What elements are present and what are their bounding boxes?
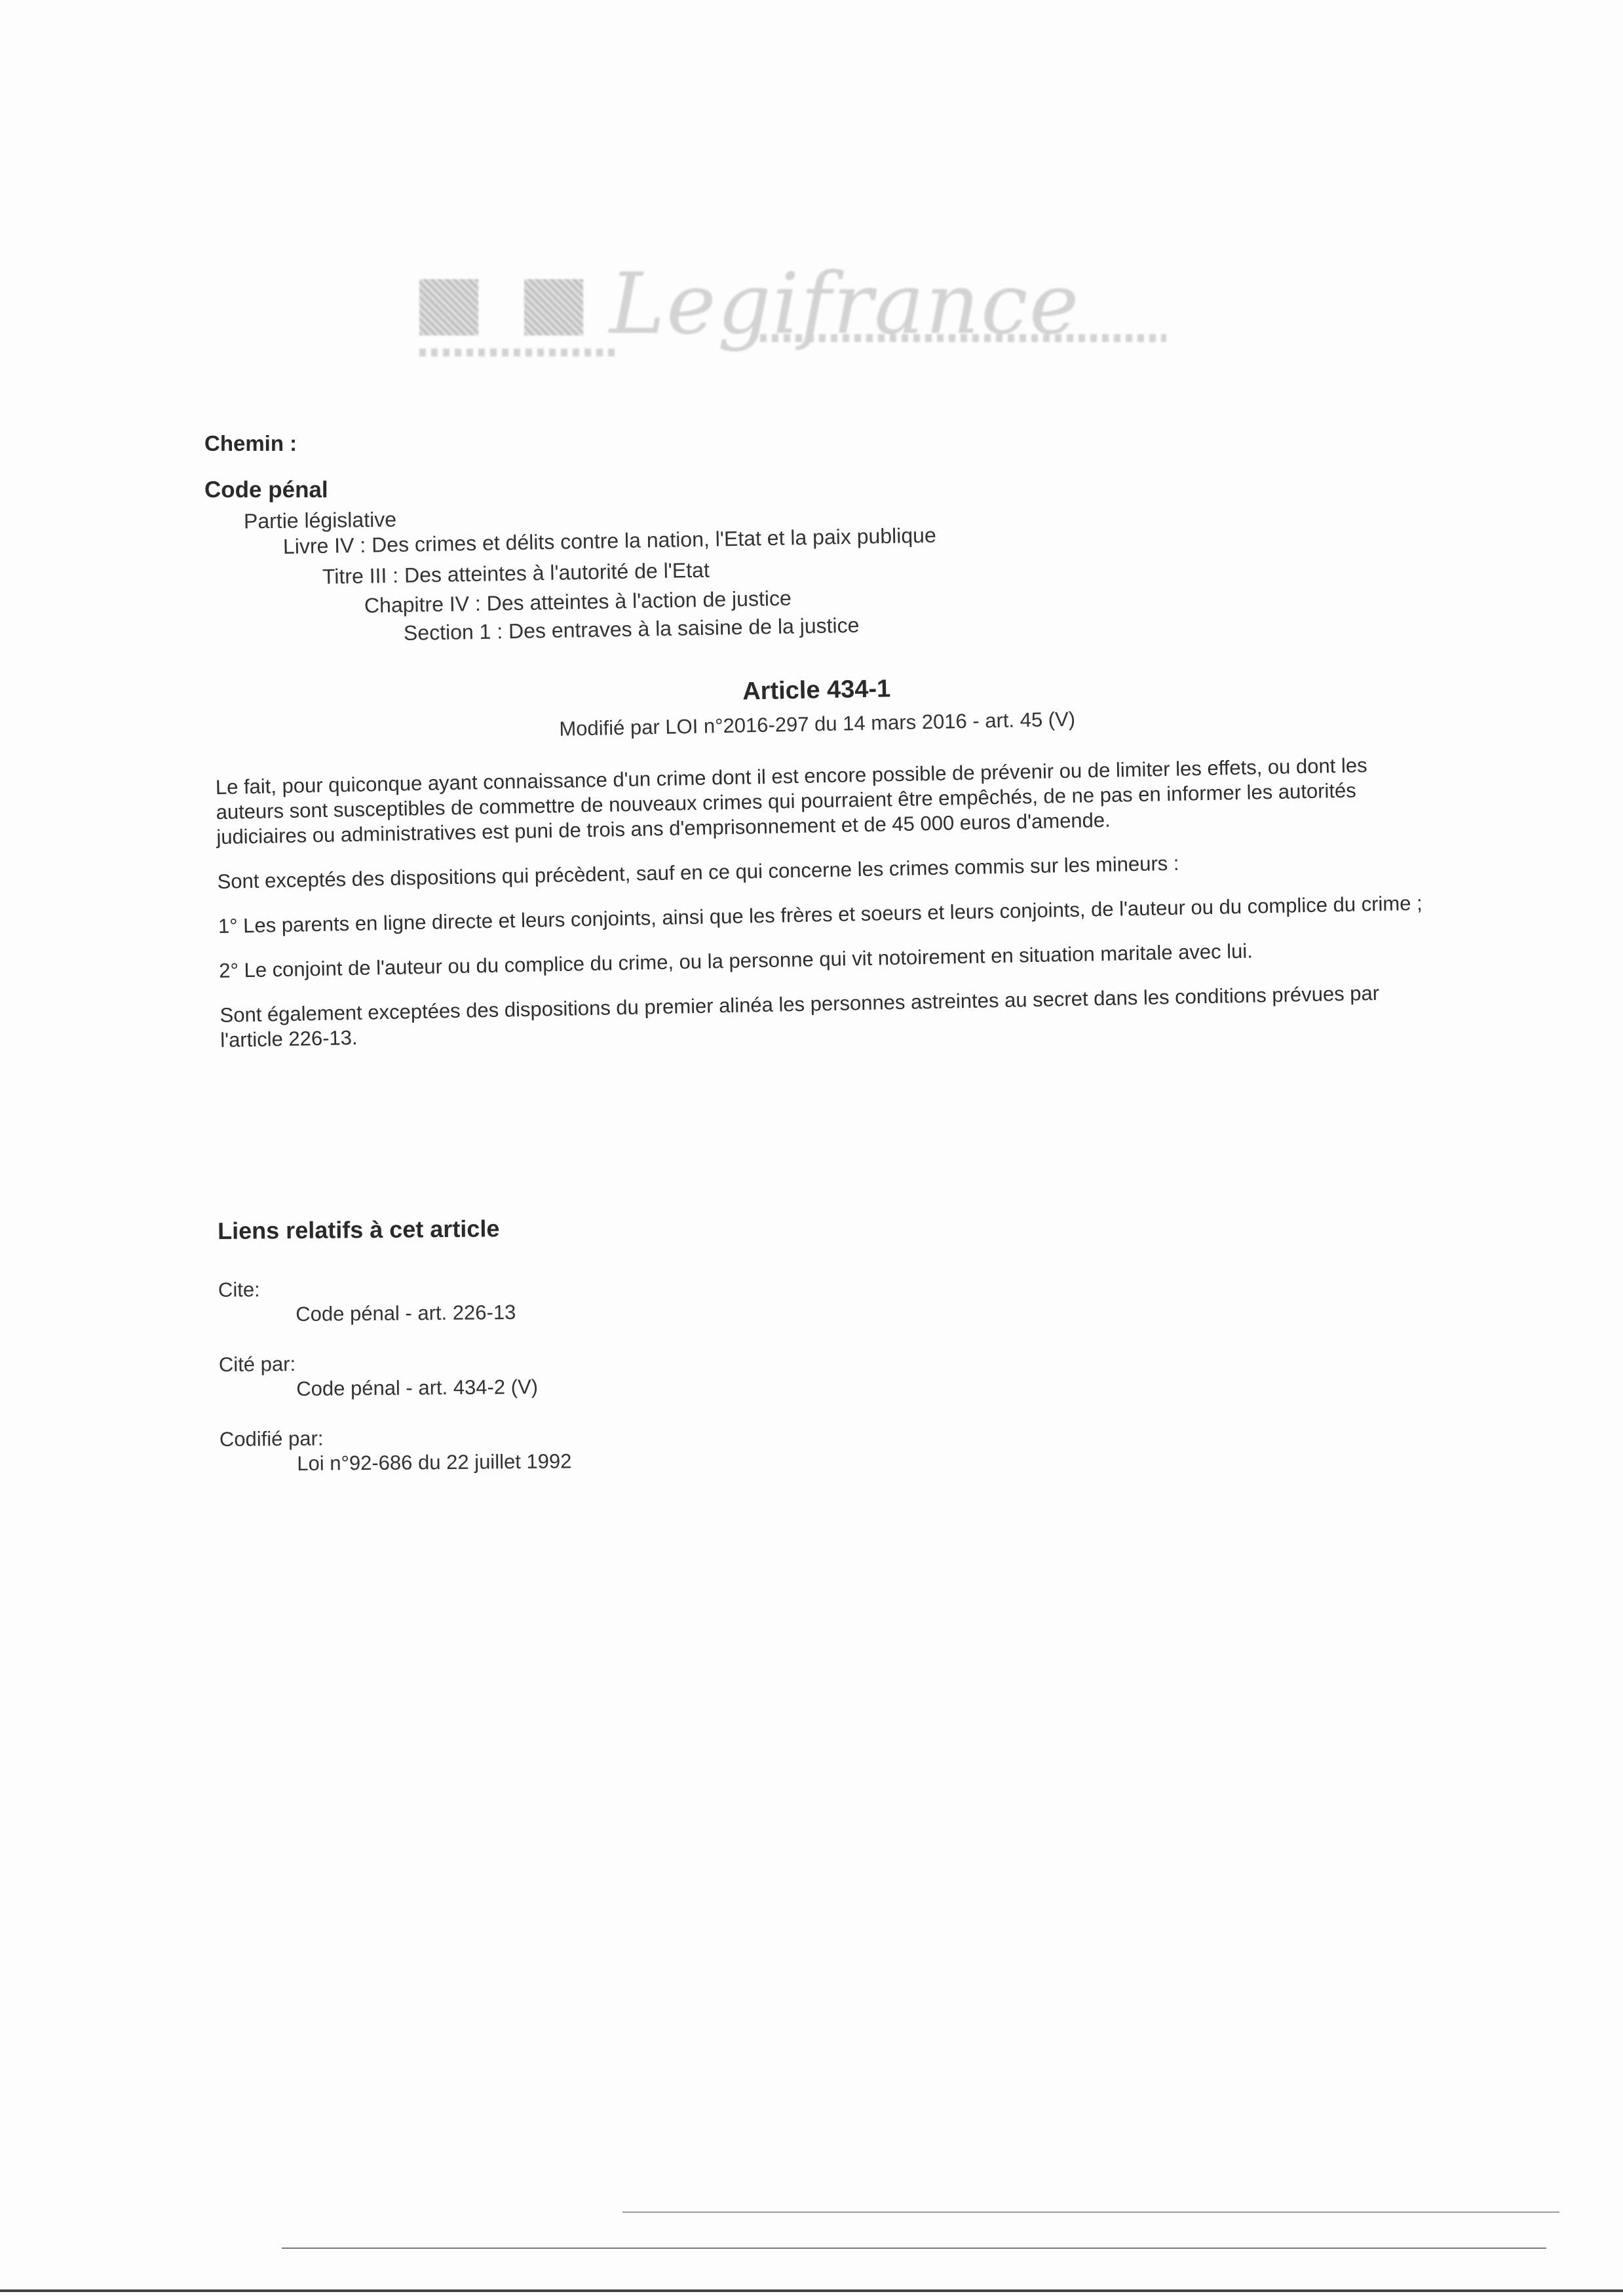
breadcrumb-titre[interactable]: Titre III : Des atteintes à l'autorité de l'Etat bbox=[322, 558, 710, 588]
breadcrumb-label: Chemin : bbox=[204, 431, 297, 455]
emblem-icon bbox=[419, 279, 478, 335]
link-group-codifie-par bbox=[220, 1419, 1203, 1477]
page-edge bbox=[0, 2289, 1623, 2292]
logo-wordmark: Legifrance bbox=[609, 256, 1080, 353]
article-paragraph: Sont également exceptées des dispositions du premier alinéa les personnes astreintes au secret dans les conditions prévues par l'article 226-13. bbox=[220, 981, 1380, 1052]
article-paragraph: 1° Les parents en ligne directe et leurs conjoints, ainsi que les frères et soeurs et leurs conjoints, de l'auteur ou du complice du crime ; bbox=[218, 891, 1423, 938]
footer-rule bbox=[622, 2211, 1559, 2213]
link-group-cite bbox=[218, 1269, 1202, 1328]
article-body bbox=[214, 665, 1426, 1073]
logo-tagline-left bbox=[419, 349, 616, 356]
link-label: Codifié par: bbox=[219, 1426, 324, 1451]
link-cite-article[interactable]: Code pénal - art. 226-13 bbox=[296, 1301, 516, 1326]
code-title: Code pénal bbox=[204, 477, 328, 503]
related-links-heading: Liens relatifs à cet article bbox=[218, 1215, 500, 1244]
article-title: Article 434-1 bbox=[742, 675, 891, 706]
footer-rule bbox=[282, 2248, 1546, 2249]
link-label: Cité par: bbox=[218, 1352, 296, 1376]
article-modified-link[interactable]: Modifié par LOI n°2016-297 du 14 mars 2016 - art. 45 (V) bbox=[559, 707, 1076, 740]
breadcrumb-section[interactable]: Section 1 : Des entraves à la saisine de la justice bbox=[403, 613, 860, 645]
breadcrumb-partie[interactable]: Partie législative bbox=[243, 507, 397, 533]
emblem-icon bbox=[524, 279, 583, 335]
breadcrumb-chapitre[interactable]: Chapitre IV : Des atteintes à l'action de justice bbox=[364, 586, 792, 617]
breadcrumb-livre[interactable]: Livre IV : Des crimes et délits contre la nation, l'Etat et la paix publique bbox=[282, 523, 936, 558]
legifrance-logo bbox=[419, 256, 1193, 393]
article-paragraph: Sont exceptés des dispositions qui précèdent, sauf en ce qui concerne les crimes commis sur les mineurs : bbox=[217, 851, 1179, 893]
related-links bbox=[218, 1209, 1203, 1502]
link-codified-by-law[interactable]: Loi n°92-686 du 22 juillet 1992 bbox=[297, 1449, 572, 1475]
logo-tagline-right bbox=[760, 334, 1166, 342]
article-paragraph: Le fait, pour quiconque ayant connaissance d'un crime dont il est encore possible de prévenir ou de limiter les effets, ou dont les auteurs sont susceptibles de commettre de nouveaux crimes qui pourraient être empêchés, de ne pas en informer les autorités judiciaires ou administratives est puni de trois ans d'emprisonnement et de 45 000 euros d'amende. bbox=[215, 754, 1367, 849]
link-cited-by-article[interactable]: Code pénal - art. 434-2 (V) bbox=[296, 1375, 539, 1400]
link-group-cite-par bbox=[219, 1344, 1202, 1402]
link-label: Cite: bbox=[218, 1278, 260, 1301]
article-paragraph: 2° Le conjoint de l'auteur ou du complice du crime, ou la personne qui vit notoirement en situation maritale avec lui. bbox=[218, 939, 1253, 982]
